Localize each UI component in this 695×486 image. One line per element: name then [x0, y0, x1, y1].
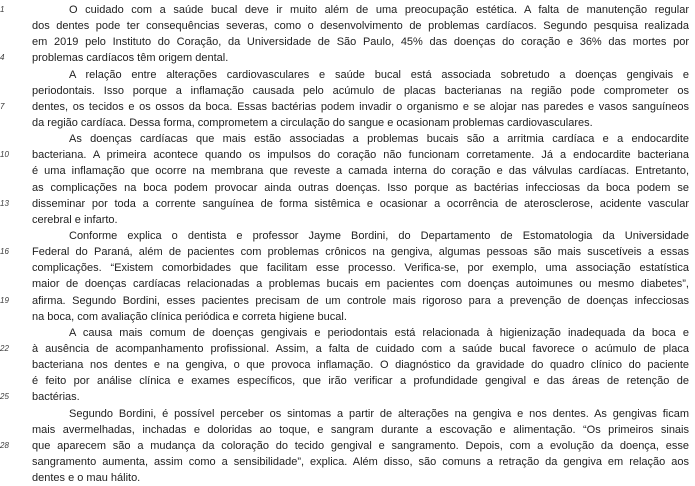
text-line	[0, 147, 695, 163]
text-line	[0, 341, 695, 357]
line-number	[0, 422, 16, 438]
line-number	[0, 83, 16, 99]
line-number: 19	[0, 295, 9, 305]
line-text: bacteriana nos dentes e na gengiva, o que provoca inflamação. O diagnóstico da gravidade do quadro clínico do paciente	[32, 359, 689, 372]
line-text: as complicações na boca podem provocar ainda outras doenças. Isso porque as bactérias infecciosas da boca podem se	[32, 181, 689, 194]
line-number	[0, 373, 16, 389]
line-text: mais avermelhadas, inchadas e doloridas ao toque, e sangram durante a escovação e alimentação. “Os primeiros sinais	[32, 423, 689, 436]
text-line	[0, 422, 695, 438]
line-text: dentes e o mau hálito.	[32, 472, 141, 485]
text-line	[0, 309, 695, 325]
line-number	[0, 357, 16, 373]
text-line	[0, 18, 695, 34]
line-text: da região cardíaca. Dessa forma, comprometem a circulação do sangue e ocasionam problemas cardiovasculares.	[32, 116, 593, 129]
line-number	[0, 163, 16, 179]
text-line	[0, 180, 695, 196]
text-line	[0, 50, 695, 66]
line-number: 4	[0, 53, 5, 63]
text-line	[0, 244, 695, 260]
line-text: dos dentes pode ter consequências severas, como o desenvolvimento de problemas cardíacos. Segundo pesquisa realizada	[32, 20, 689, 33]
line-number: 28	[0, 440, 9, 450]
line-text: que aparecem são a mudança da coloração do tecido gengival e sangramento. Depois, com a evolução da doença, esse	[32, 439, 689, 452]
line-text: disseminar por toda a corrente sanguínea de forma sistêmica e ocasionar a ocorrência de aterosclerose, acidente vascular	[32, 197, 689, 210]
line-number	[0, 470, 16, 486]
line-text: Segundo Bordini, é possível perceber os sintomas a partir de alterações na gengiva e nos dentes. As gengivas ficam	[69, 407, 689, 420]
line-number	[0, 276, 16, 292]
text-line	[0, 34, 695, 50]
line-number	[0, 406, 16, 422]
line-number	[0, 67, 16, 83]
line-text: maior de doenças cardíacas relacionadas a problemas bucais em pacientes com doenças autoimunes ou mesmo diabetes”,	[32, 278, 689, 291]
text-line	[0, 228, 695, 244]
line-number	[0, 228, 16, 244]
line-number	[0, 325, 16, 341]
text-line	[0, 67, 695, 83]
line-number	[0, 454, 16, 470]
text-line	[0, 373, 695, 389]
line-text: Federal do Paraná, além de pacientes com problemas crônicos na gengiva, algumas pessoas são mais suscetíveis a essas	[32, 246, 689, 259]
line-number	[0, 212, 16, 228]
line-text: periodontais. Isso porque a inflamação causada pelo acúmulo de placas bacterianas na região pode comprometer os	[32, 84, 689, 97]
text-line	[0, 115, 695, 131]
line-text: na boca, com avaliação clínica periódica e correta higiene bucal.	[32, 310, 347, 323]
line-text: bactérias.	[32, 391, 80, 404]
line-number	[0, 115, 16, 131]
text-line	[0, 357, 695, 373]
line-number: 25	[0, 392, 9, 402]
line-number	[0, 309, 16, 325]
text-body	[0, 2, 695, 486]
line-text: bacteriana. A primeira acontece quando os impulsos do coração não funcionam corretamente. Já a endocardite bacteriana	[32, 149, 689, 162]
text-line	[0, 99, 695, 115]
line-number: 16	[0, 247, 9, 257]
line-number: 13	[0, 198, 9, 208]
text-line	[0, 438, 695, 454]
line-text: complicações. “Existem comorbidades que facilitam esse processo. Verifica-se, por exemplo, uma associação estatística	[32, 262, 689, 275]
line-number: 7	[0, 101, 5, 111]
line-text: cerebral e infarto.	[32, 213, 118, 226]
text-line	[0, 196, 695, 212]
line-text: à ausência de acompanhamento profissional. Assim, a falta de cuidado com a saúde bucal favorece o acúmulo de placa	[32, 342, 689, 355]
line-number: 1	[0, 5, 5, 14]
text-line	[0, 212, 695, 228]
text-line	[0, 260, 695, 276]
text-line	[0, 131, 695, 147]
text-line	[0, 470, 695, 486]
line-number	[0, 260, 16, 276]
text-line	[0, 276, 695, 292]
text-line	[0, 163, 695, 179]
line-text: sangramento aumenta, assim como a sensibilidade”, explica. Além disso, são comuns a retração da gengiva em relação aos	[32, 455, 689, 468]
line-text: Conforme explica o dentista e professor Jayme Bordini, do Departamento de Estomatologia da Universidade	[69, 229, 689, 242]
line-number	[0, 18, 16, 34]
text-line	[0, 454, 695, 470]
line-text: dentes, os tecidos e os ossos da boca. Essas bactérias podem invadir o organismo e se alojar nas paredes e vasos sanguíneos	[32, 100, 689, 113]
line-text: afirma. Segundo Bordini, esses pacientes precisam de um controle mais rigoroso para a prevenção de doenças infecciosas	[32, 294, 689, 307]
text-line	[0, 293, 695, 309]
line-text: A causa mais comum de doenças gengivais e periodontais está relacionada à higienização inadequada da boca e	[69, 326, 689, 339]
line-text: As doenças cardíacas que mais estão associadas a problemas bucais são a arritmia cardíaca e a endocardite	[69, 133, 689, 146]
line-text: O cuidado com a saúde bucal deve ir muito além de uma preocupação estética. A falta de manutenção regular	[69, 4, 689, 16]
text-line	[0, 325, 695, 341]
line-text: em 2019 pelo Instituto do Coração, da Universidade de São Paulo, 45% das doenças do coração e 36% das mortes por	[32, 36, 689, 49]
text-line	[0, 389, 695, 405]
line-number: 10	[0, 150, 9, 160]
line-number: 22	[0, 343, 9, 353]
line-number	[0, 131, 16, 147]
line-number	[0, 180, 16, 196]
line-text: é uma inflamação que ocorre na membrana que reveste a camada interna do coração e das válvulas cardíacas. Entretanto,	[32, 165, 689, 178]
line-number	[0, 34, 16, 50]
text-line	[0, 2, 695, 18]
line-text: problemas cardíacos têm origem dental.	[32, 52, 229, 65]
text-line	[0, 83, 695, 99]
line-text: A relação entre alterações cardiovasculares e saúde bucal está associada sobretudo a doenças gengivais e	[69, 68, 689, 81]
line-text: é feito por análise clínica e exames específicos, que irão verificar a profundidade gengival e das áreas de retenção de	[32, 375, 689, 388]
text-line	[0, 406, 695, 422]
